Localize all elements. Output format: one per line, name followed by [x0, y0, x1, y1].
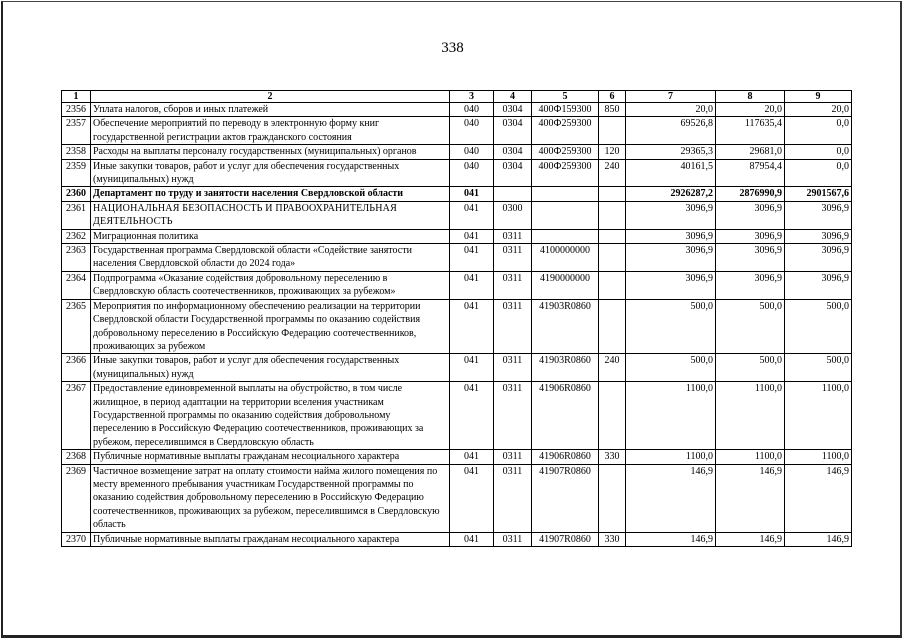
section-code-cell: 0304 — [494, 159, 532, 187]
item-name-cell: Миграционная политика — [91, 229, 450, 243]
table-row — [62, 450, 852, 464]
ministry-code-cell: 041 — [450, 244, 494, 272]
amount-year-2-cell: 146,9 — [716, 532, 785, 546]
amount-year-2-cell: 87954,4 — [716, 159, 785, 187]
amount-year-1-cell: 3096,9 — [626, 271, 716, 299]
ministry-code-cell: 040 — [450, 159, 494, 187]
target-article-cell: 41907R0860 — [532, 464, 599, 532]
amount-year-2-cell: 3096,9 — [716, 229, 785, 243]
table-row — [62, 201, 852, 229]
column-header: 1 — [62, 91, 91, 103]
item-name-cell: Публичные нормативные выплаты гражданам несоциального характера — [91, 532, 450, 546]
section-code-cell: 0311 — [494, 229, 532, 243]
amount-year-2-cell: 500,0 — [716, 354, 785, 382]
section-code-cell: 0311 — [494, 382, 532, 450]
item-name-cell: НАЦИОНАЛЬНАЯ БЕЗОПАСНОСТЬ И ПРАВООХРАНИТЕЛЬНАЯ ДЕЯТЕЛЬНОСТЬ — [91, 201, 450, 229]
amount-year-2-cell: 3096,9 — [716, 271, 785, 299]
column-header: 9 — [785, 91, 852, 103]
target-article-cell: 41903R0860 — [532, 299, 599, 354]
ministry-code-cell: 041 — [450, 187, 494, 201]
section-code-cell: 0311 — [494, 464, 532, 532]
amount-year-1-cell: 500,0 — [626, 354, 716, 382]
amount-year-3-cell: 0,0 — [785, 159, 852, 187]
expense-type-cell — [599, 464, 626, 532]
target-article-cell: 4100000000 — [532, 244, 599, 272]
amount-year-3-cell: 500,0 — [785, 299, 852, 354]
section-code-cell: 0304 — [494, 103, 532, 117]
expense-type-cell — [599, 201, 626, 229]
amount-year-2-cell: 3096,9 — [716, 201, 785, 229]
section-code-cell: 0311 — [494, 354, 532, 382]
header-row — [62, 91, 852, 103]
section-code-cell: 0311 — [494, 299, 532, 354]
section-code-cell: 0304 — [494, 145, 532, 159]
amount-year-1-cell: 146,9 — [626, 464, 716, 532]
amount-year-2-cell: 20,0 — [716, 103, 785, 117]
table-row — [62, 159, 852, 187]
row-number-cell: 2360 — [62, 187, 91, 201]
table-row — [62, 103, 852, 117]
target-article-cell: 400Ф159300 — [532, 103, 599, 117]
amount-year-1-cell: 29365,3 — [626, 145, 716, 159]
amount-year-3-cell: 2901567,6 — [785, 187, 852, 201]
table-row — [62, 244, 852, 272]
item-name-cell: Иные закупки товаров, работ и услуг для обеспечения государственных (муниципальных) нужд — [91, 159, 450, 187]
item-name-cell: Департамент по труду и занятости населения Свердловской области — [91, 187, 450, 201]
table-row — [62, 532, 852, 546]
column-header: 5 — [532, 91, 599, 103]
row-number-cell: 2368 — [62, 450, 91, 464]
target-article-cell: 400Ф259300 — [532, 159, 599, 187]
section-code-cell: 0304 — [494, 117, 532, 145]
column-header: 6 — [599, 91, 626, 103]
amount-year-2-cell: 3096,9 — [716, 244, 785, 272]
amount-year-3-cell: 0,0 — [785, 117, 852, 145]
row-number-cell: 2362 — [62, 229, 91, 243]
section-code-cell: 0311 — [494, 532, 532, 546]
target-article-cell: 4190000000 — [532, 271, 599, 299]
amount-year-1-cell: 3096,9 — [626, 229, 716, 243]
row-number-cell: 2358 — [62, 145, 91, 159]
target-article-cell: 41906R0860 — [532, 382, 599, 450]
amount-year-2-cell: 1100,0 — [716, 450, 785, 464]
ministry-code-cell: 041 — [450, 354, 494, 382]
amount-year-1-cell: 3096,9 — [626, 244, 716, 272]
ministry-code-cell: 041 — [450, 299, 494, 354]
amount-year-2-cell: 117635,4 — [716, 117, 785, 145]
ministry-code-cell: 041 — [450, 450, 494, 464]
amount-year-3-cell: 0,0 — [785, 145, 852, 159]
table-row — [62, 187, 852, 201]
row-number-cell: 2359 — [62, 159, 91, 187]
ministry-code-cell: 041 — [450, 382, 494, 450]
ministry-code-cell: 040 — [450, 103, 494, 117]
amount-year-3-cell: 146,9 — [785, 464, 852, 532]
amount-year-3-cell: 1100,0 — [785, 382, 852, 450]
amount-year-1-cell: 1100,0 — [626, 382, 716, 450]
amount-year-1-cell: 500,0 — [626, 299, 716, 354]
item-name-cell: Государственная программа Свердловской области «Содействие занятости населения Свердловской области до 2024 года» — [91, 244, 450, 272]
target-article-cell: 41906R0860 — [532, 450, 599, 464]
table-row — [62, 382, 852, 450]
amount-year-2-cell: 500,0 — [716, 299, 785, 354]
table-row — [62, 354, 852, 382]
row-number-cell: 2361 — [62, 201, 91, 229]
row-number-cell: 2370 — [62, 532, 91, 546]
ministry-code-cell: 041 — [450, 464, 494, 532]
expense-type-cell — [599, 382, 626, 450]
ministry-code-cell: 041 — [450, 201, 494, 229]
item-name-cell: Иные закупки товаров, работ и услуг для обеспечения государственных (муниципальных) нужд — [91, 354, 450, 382]
row-number-cell: 2366 — [62, 354, 91, 382]
section-code-cell: 0311 — [494, 244, 532, 272]
amount-year-2-cell: 146,9 — [716, 464, 785, 532]
table-row — [62, 229, 852, 243]
expense-type-cell — [599, 117, 626, 145]
column-header: 7 — [626, 91, 716, 103]
table-row — [62, 464, 852, 532]
expense-type-cell — [599, 299, 626, 354]
section-code-cell: 0300 — [494, 201, 532, 229]
ministry-code-cell: 040 — [450, 145, 494, 159]
expense-type-cell: 240 — [599, 159, 626, 187]
item-name-cell: Обеспечение мероприятий по переводу в электронную форму книг государственной регистрации актов гражданского состояния — [91, 117, 450, 145]
row-number-cell: 2356 — [62, 103, 91, 117]
amount-year-3-cell: 20,0 — [785, 103, 852, 117]
amount-year-1-cell: 146,9 — [626, 532, 716, 546]
item-name-cell: Предоставление единовременной выплаты на обустройство, в том числе жилищное, в период адаптации на территории вселения участникам Государственной программы по оказанию содействия добровольному переселению в Российскую Федерацию соотечественников, проживающих за рубежом, переселившимся в Свердловскую область — [91, 382, 450, 450]
row-number-cell: 2357 — [62, 117, 91, 145]
expense-type-cell — [599, 229, 626, 243]
budget-table — [61, 90, 852, 547]
column-header: 4 — [494, 91, 532, 103]
amount-year-1-cell: 2926287,2 — [626, 187, 716, 201]
target-article-cell: 41903R0860 — [532, 354, 599, 382]
table-row — [62, 145, 852, 159]
amount-year-1-cell: 40161,5 — [626, 159, 716, 187]
row-number-cell: 2367 — [62, 382, 91, 450]
target-article-cell: 400Ф259300 — [532, 117, 599, 145]
section-code-cell — [494, 187, 532, 201]
amount-year-1-cell: 20,0 — [626, 103, 716, 117]
amount-year-1-cell: 1100,0 — [626, 450, 716, 464]
column-header: 3 — [450, 91, 494, 103]
page-number: 338 — [441, 40, 464, 56]
expense-type-cell: 330 — [599, 532, 626, 546]
row-number-cell: 2365 — [62, 299, 91, 354]
expense-type-cell — [599, 244, 626, 272]
amount-year-3-cell: 500,0 — [785, 354, 852, 382]
expense-type-cell — [599, 187, 626, 201]
item-name-cell: Публичные нормативные выплаты гражданам несоциального характера — [91, 450, 450, 464]
ministry-code-cell: 041 — [450, 532, 494, 546]
item-name-cell: Расходы на выплаты персоналу государственных (муниципальных) органов — [91, 145, 450, 159]
row-number-cell: 2363 — [62, 244, 91, 272]
expense-type-cell: 850 — [599, 103, 626, 117]
item-name-cell: Частичное возмещение затрат на оплату стоимости найма жилого помещения по месту временного пребывания участникам Государственной программы по оказанию содействия добровольному переселению в Российскую Федерацию соотечественников, проживающих за рубежом, переселившимся в Свердловскую область — [91, 464, 450, 532]
item-name-cell: Мероприятия по информационному обеспечению реализации на территории Свердловской области Государственной программы по оказанию содействия добровольному переселению в Российскую Федерацию соотечественников, проживающих за рубежом — [91, 299, 450, 354]
amount-year-2-cell: 2876990,9 — [716, 187, 785, 201]
table-row — [62, 299, 852, 354]
item-name-cell: Подпрограмма «Оказание содействия добровольному переселению в Свердловскую область соотечественников, проживающих за рубежом» — [91, 271, 450, 299]
ministry-code-cell: 040 — [450, 117, 494, 145]
expense-type-cell: 120 — [599, 145, 626, 159]
amount-year-1-cell: 69526,8 — [626, 117, 716, 145]
column-header: 8 — [716, 91, 785, 103]
amount-year-3-cell: 1100,0 — [785, 450, 852, 464]
target-article-cell — [532, 229, 599, 243]
target-article-cell: 41907R0860 — [532, 532, 599, 546]
expense-type-cell — [599, 271, 626, 299]
row-number-cell: 2364 — [62, 271, 91, 299]
amount-year-3-cell: 3096,9 — [785, 201, 852, 229]
target-article-cell: 400Ф259300 — [532, 145, 599, 159]
amount-year-2-cell: 1100,0 — [716, 382, 785, 450]
expense-type-cell: 240 — [599, 354, 626, 382]
amount-year-3-cell: 3096,9 — [785, 244, 852, 272]
amount-year-3-cell: 3096,9 — [785, 229, 852, 243]
amount-year-2-cell: 29681,0 — [716, 145, 785, 159]
target-article-cell — [532, 187, 599, 201]
item-name-cell: Уплата налогов, сборов и иных платежей — [91, 103, 450, 117]
column-header: 2 — [91, 91, 450, 103]
amount-year-1-cell: 3096,9 — [626, 201, 716, 229]
ministry-code-cell: 041 — [450, 271, 494, 299]
section-code-cell: 0311 — [494, 271, 532, 299]
expense-type-cell: 330 — [599, 450, 626, 464]
row-number-cell: 2369 — [62, 464, 91, 532]
section-code-cell: 0311 — [494, 450, 532, 464]
table-row — [62, 117, 852, 145]
amount-year-3-cell: 3096,9 — [785, 271, 852, 299]
amount-year-3-cell: 146,9 — [785, 532, 852, 546]
target-article-cell — [532, 201, 599, 229]
ministry-code-cell: 041 — [450, 229, 494, 243]
table-row — [62, 271, 852, 299]
